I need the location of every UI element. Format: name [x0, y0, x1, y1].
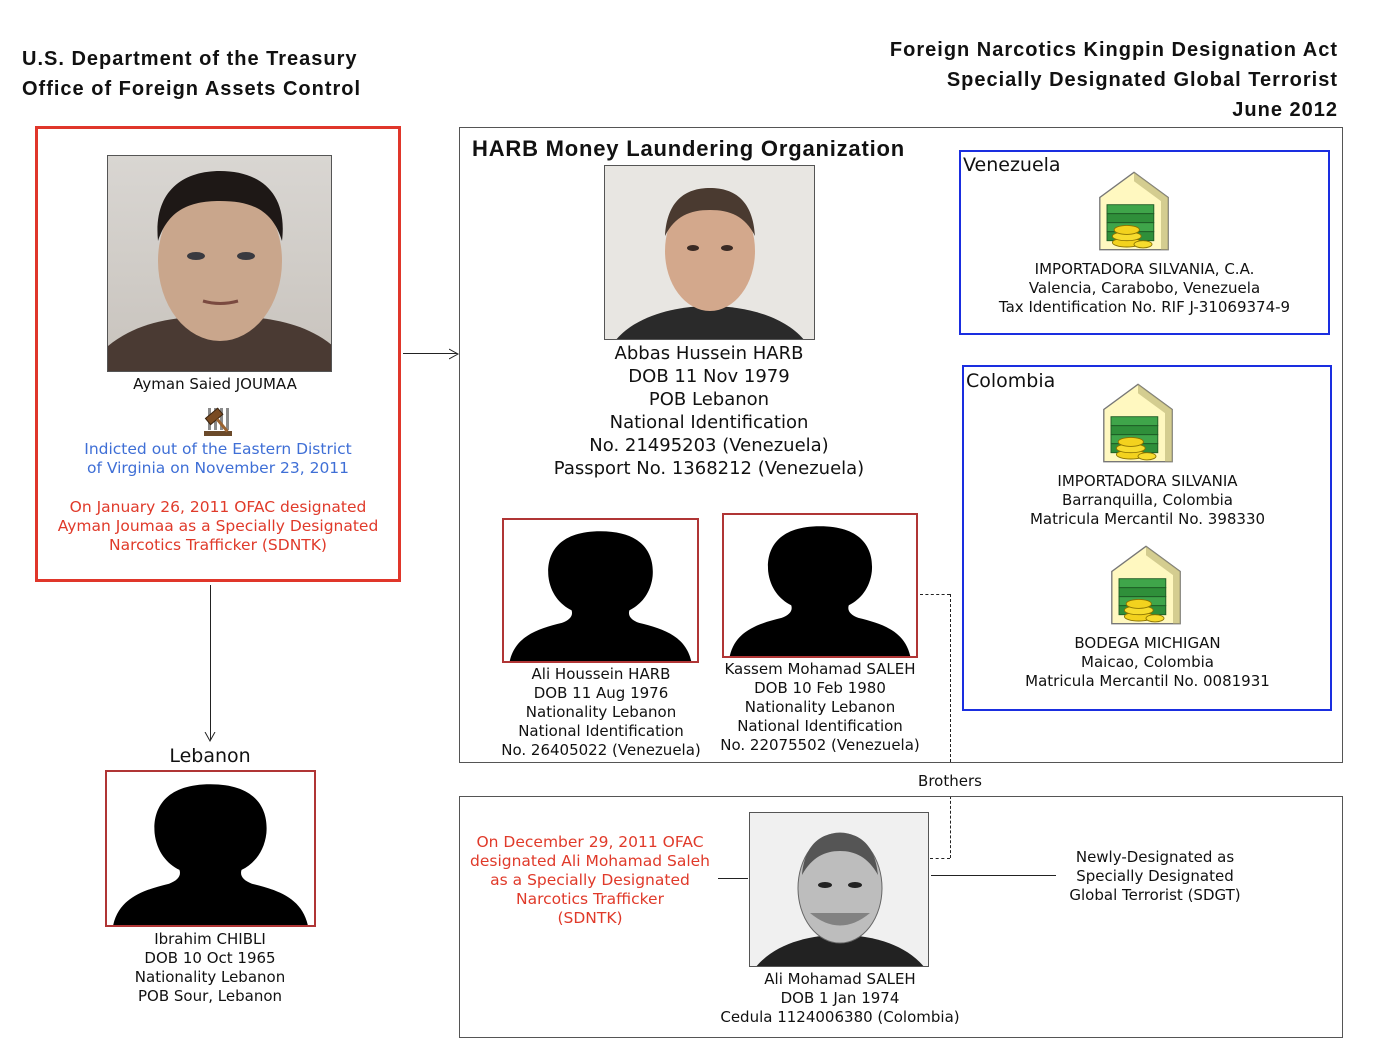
cash-house-icon [1098, 166, 1170, 256]
act-date: June 2012 [1232, 99, 1338, 121]
arrow-head-icon [204, 732, 217, 744]
joumaa-designation-note: On January 26, 2011 OFAC designated Ayman Joumaa as a Specially Designated Narcotics Trafficker (SDNTK) [57, 498, 379, 554]
gavel-icon [202, 405, 234, 437]
face-portrait-icon [605, 166, 815, 340]
ali-saleh-designation-note: On December 29, 2011 OFAC designated Ali Mohamad Saleh as a Specially Designated Narcotics Trafficker (SDNTK) [470, 833, 710, 927]
kassem-photo [722, 513, 918, 658]
colombia-label: Colombia [966, 370, 1056, 392]
act-line1: Foreign Narcotics Kingpin Designation Act [889, 39, 1338, 61]
brothers-connector [950, 594, 951, 762]
chibli-details: Ibrahim CHIBLI DOB 10 Oct 1965 Nationality Lebanon POB Sour, Lebanon [134, 930, 286, 1005]
arrow-to-lebanon [210, 585, 211, 740]
brothers-connector [920, 594, 950, 595]
brothers-label: Brothers [918, 772, 982, 790]
cash-house-icon [1102, 378, 1174, 468]
lebanon-label: Lebanon [169, 745, 251, 767]
joumaa-photo [107, 155, 332, 372]
abbas-photo [604, 165, 815, 340]
ali-harb-details: Ali Houssein HARB DOB 11 Aug 1976 Nationality Lebanon National Identification No. 26405022 (Venezuela) [501, 665, 701, 759]
silhouette-icon [107, 772, 314, 925]
connector-line [931, 875, 1056, 876]
connector-line [718, 878, 748, 879]
cash-house-icon [1110, 540, 1182, 630]
chibli-photo [105, 770, 316, 927]
act-title [760, 35, 1338, 125]
joumaa-name: Ayman Saied JOUMAA [133, 375, 297, 393]
ali-harb-photo [502, 518, 699, 663]
venezuela-label: Venezuela [963, 154, 1061, 176]
agency-line1: U.S. Department of the Treasury [22, 48, 358, 70]
harb-org-title: HARB Money Laundering Organization [472, 136, 905, 161]
agency-title [22, 44, 422, 104]
kassem-details: Kassem Mohamad SALEH DOB 10 Feb 1980 Nationality Lebanon National Identification No. 22075502 (Venezuela) [720, 660, 920, 754]
silhouette-icon [724, 515, 916, 656]
abbas-details: Abbas Hussein HARB DOB 11 Nov 1979 POB Lebanon National Identification No. 21495203 (Venezuela) Passport No. 1368212 (Venezuela) [553, 343, 865, 479]
colombia-entity-2: BODEGA MICHIGAN Maicao, Colombia Matricula Mercantil No. 0081931 [1025, 634, 1270, 690]
silhouette-icon [504, 520, 697, 661]
ali-saleh-details: Ali Mohamad SALEH DOB 1 Jan 1974 Cedula 1124006380 (Colombia) [720, 970, 960, 1026]
indictment-note: Indicted out of the Eastern District of Virginia on November 23, 2011 [84, 440, 352, 477]
sdgt-note: Newly-Designated as Specially Designated Global Terrorist (SDGT) [1069, 848, 1241, 904]
agency-line2: Office of Foreign Assets Control [22, 78, 362, 100]
face-portrait-icon [108, 156, 332, 372]
act-line2: Specially Designated Global Terrorist [946, 69, 1338, 91]
ali-saleh-photo [749, 812, 929, 967]
colombia-entity-1: IMPORTADORA SILVANIA Barranquilla, Colombia Matricula Mercantil No. 398330 [1029, 472, 1266, 528]
face-portrait-icon [750, 813, 929, 967]
venezuela-entity: IMPORTADORA SILVANIA, C.A. Valencia, Carabobo, Venezuela Tax Identification No. RIF J-31069374-9 [998, 260, 1291, 316]
